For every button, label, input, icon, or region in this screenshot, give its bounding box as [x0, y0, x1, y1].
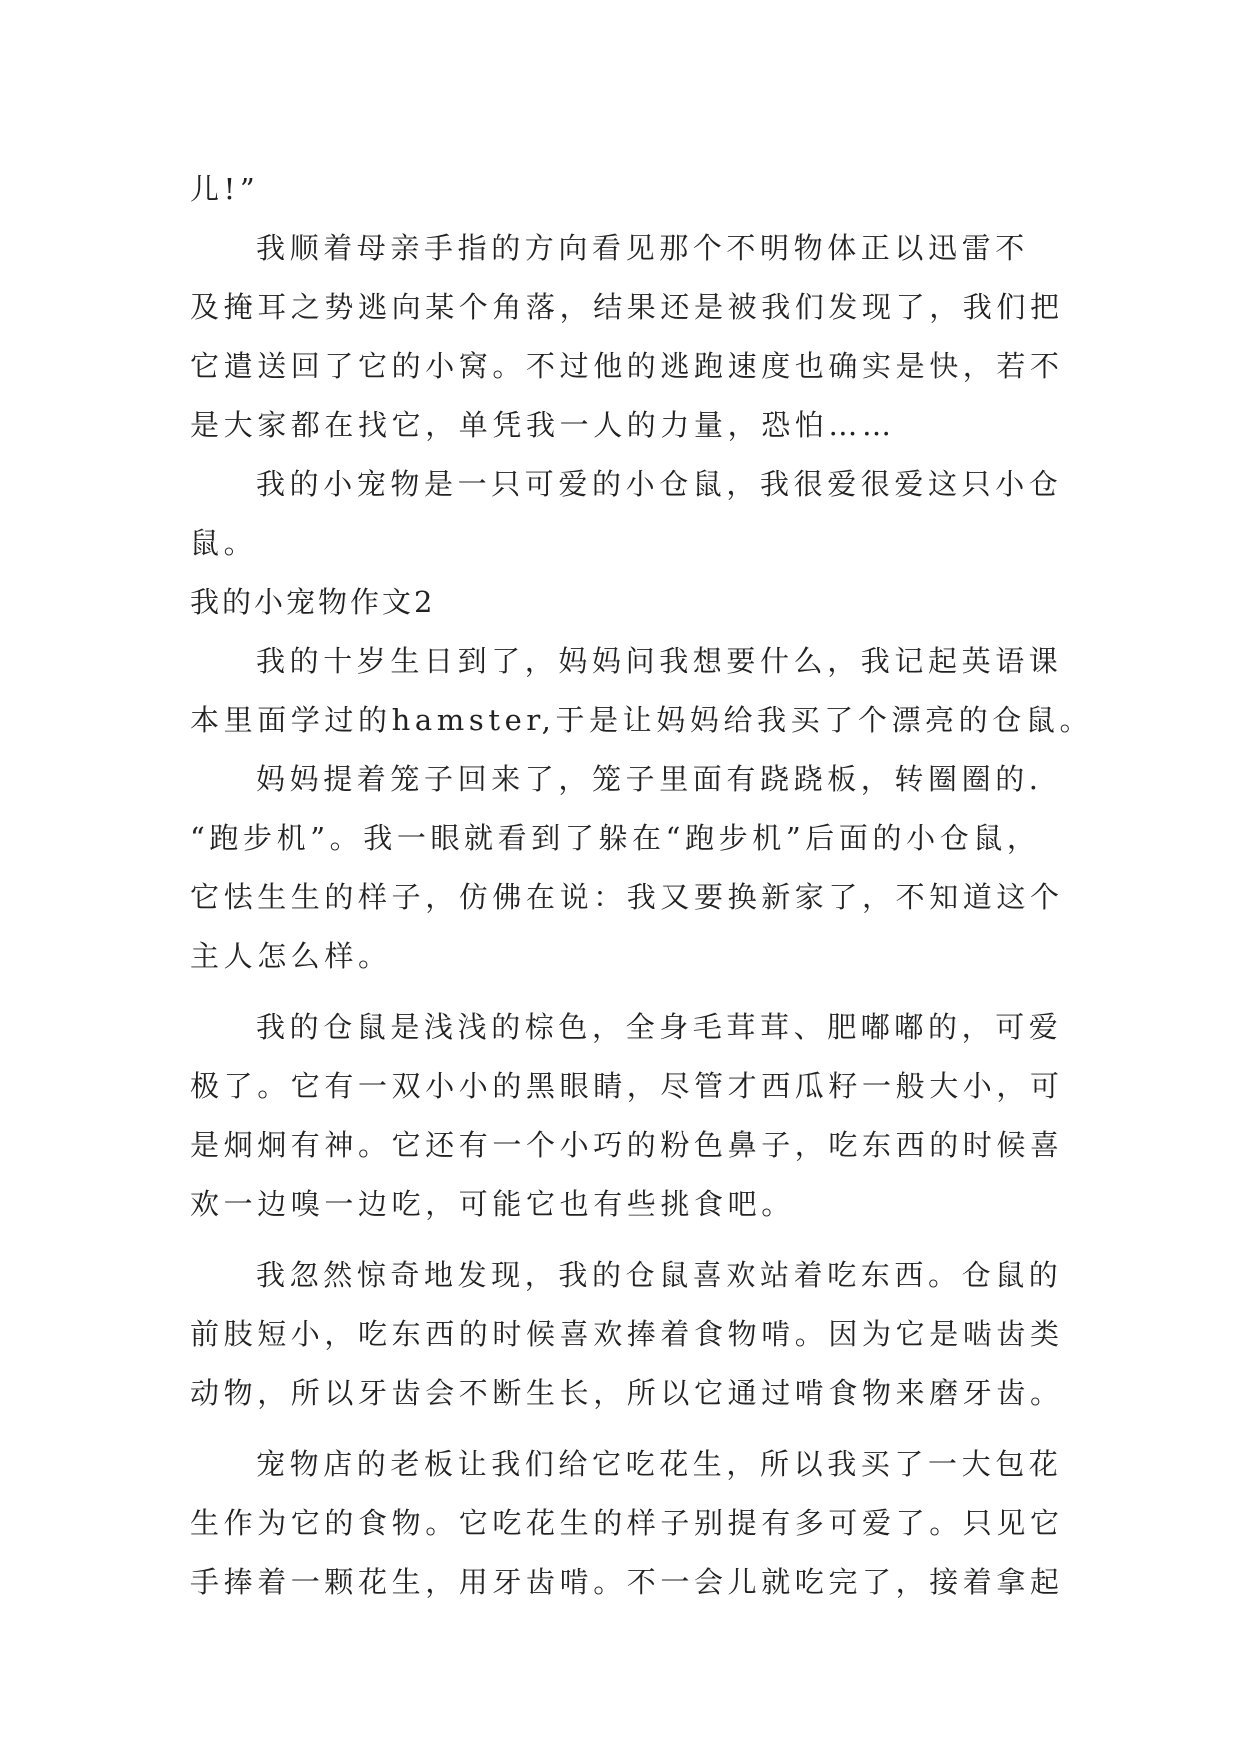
text-line: 它遣送回了它的小窝。不过他的逃跑速度也确实是快，若不 — [190, 349, 1064, 383]
text-line: 动物，所以牙齿会不断生长，所以它通过啃食物来磨牙齿。 — [190, 1376, 1064, 1410]
document-body — [190, 160, 1094, 1612]
text-line: “跑步机”。我一眼就看到了躲在“跑步机”后面的小仓鼠， — [190, 821, 1041, 855]
paragraph-first-line: 我顺着母亲手指的方向看见那个不明物体正以迅雷不 — [256, 231, 1029, 265]
paragraph-first-line: 我的仓鼠是浅浅的棕色，全身毛茸茸、肥嘟嘟的，可爱 — [256, 1010, 1063, 1044]
text-line: 本里面学过的hamster,于是让妈妈给我买了个漂亮的仓鼠。 — [190, 703, 1094, 737]
text-line: 前肢短小，吃东西的时候喜欢捧着食物啃。因为它是啮齿类 — [190, 1317, 1064, 1351]
paragraph-first-line: 我的十岁生日到了，妈妈问我想要什么，我记起英语课 — [256, 644, 1063, 678]
paragraph-first-line: 我忽然惊奇地发现，我的仓鼠喜欢站着吃东西。仓鼠的 — [256, 1258, 1063, 1292]
paragraph-first-line: 宠物店的老板让我们给它吃花生，所以我买了一大包花 — [256, 1447, 1063, 1481]
paragraph-first-line: 妈妈提着笼子回来了，笼子里面有跷跷板，转圈圈的. — [256, 762, 1043, 796]
text-line: 生作为它的食物。它吃花生的样子别提有多可爱了。只见它 — [190, 1506, 1064, 1540]
text-line: 及掩耳之势逃向某个角落，结果还是被我们发现了，我们把 — [190, 290, 1064, 324]
text-line: 主人怎么样。 — [190, 939, 392, 973]
text-line: 欢一边嗅一边吃，可能它也有些挑食吧。 — [190, 1187, 795, 1221]
section-heading: 我的小宠物作文2 — [190, 585, 436, 619]
text-line: 它怯生生的样子，仿佛在说：我又要换新家了，不知道这个 — [190, 880, 1064, 914]
paragraph-first-line: 我的小宠物是一只可爱的小仓鼠，我很爱很爱这只小仓 — [256, 467, 1063, 501]
text-line: 极了。它有一双小小的黑眼睛，尽管才西瓜籽一般大小，可 — [190, 1069, 1064, 1103]
text-line: 是大家都在找它，单凭我一人的力量，恐怕…… — [190, 408, 896, 442]
text-line: 鼠。 — [190, 526, 258, 560]
text-line: 手捧着一颗花生，用牙齿啃。不一会儿就吃完了，接着拿起 — [190, 1565, 1064, 1599]
text-line: 儿!” — [190, 172, 260, 206]
text-line: 是炯炯有神。它还有一个小巧的粉色鼻子，吃东西的时候喜 — [190, 1128, 1064, 1162]
